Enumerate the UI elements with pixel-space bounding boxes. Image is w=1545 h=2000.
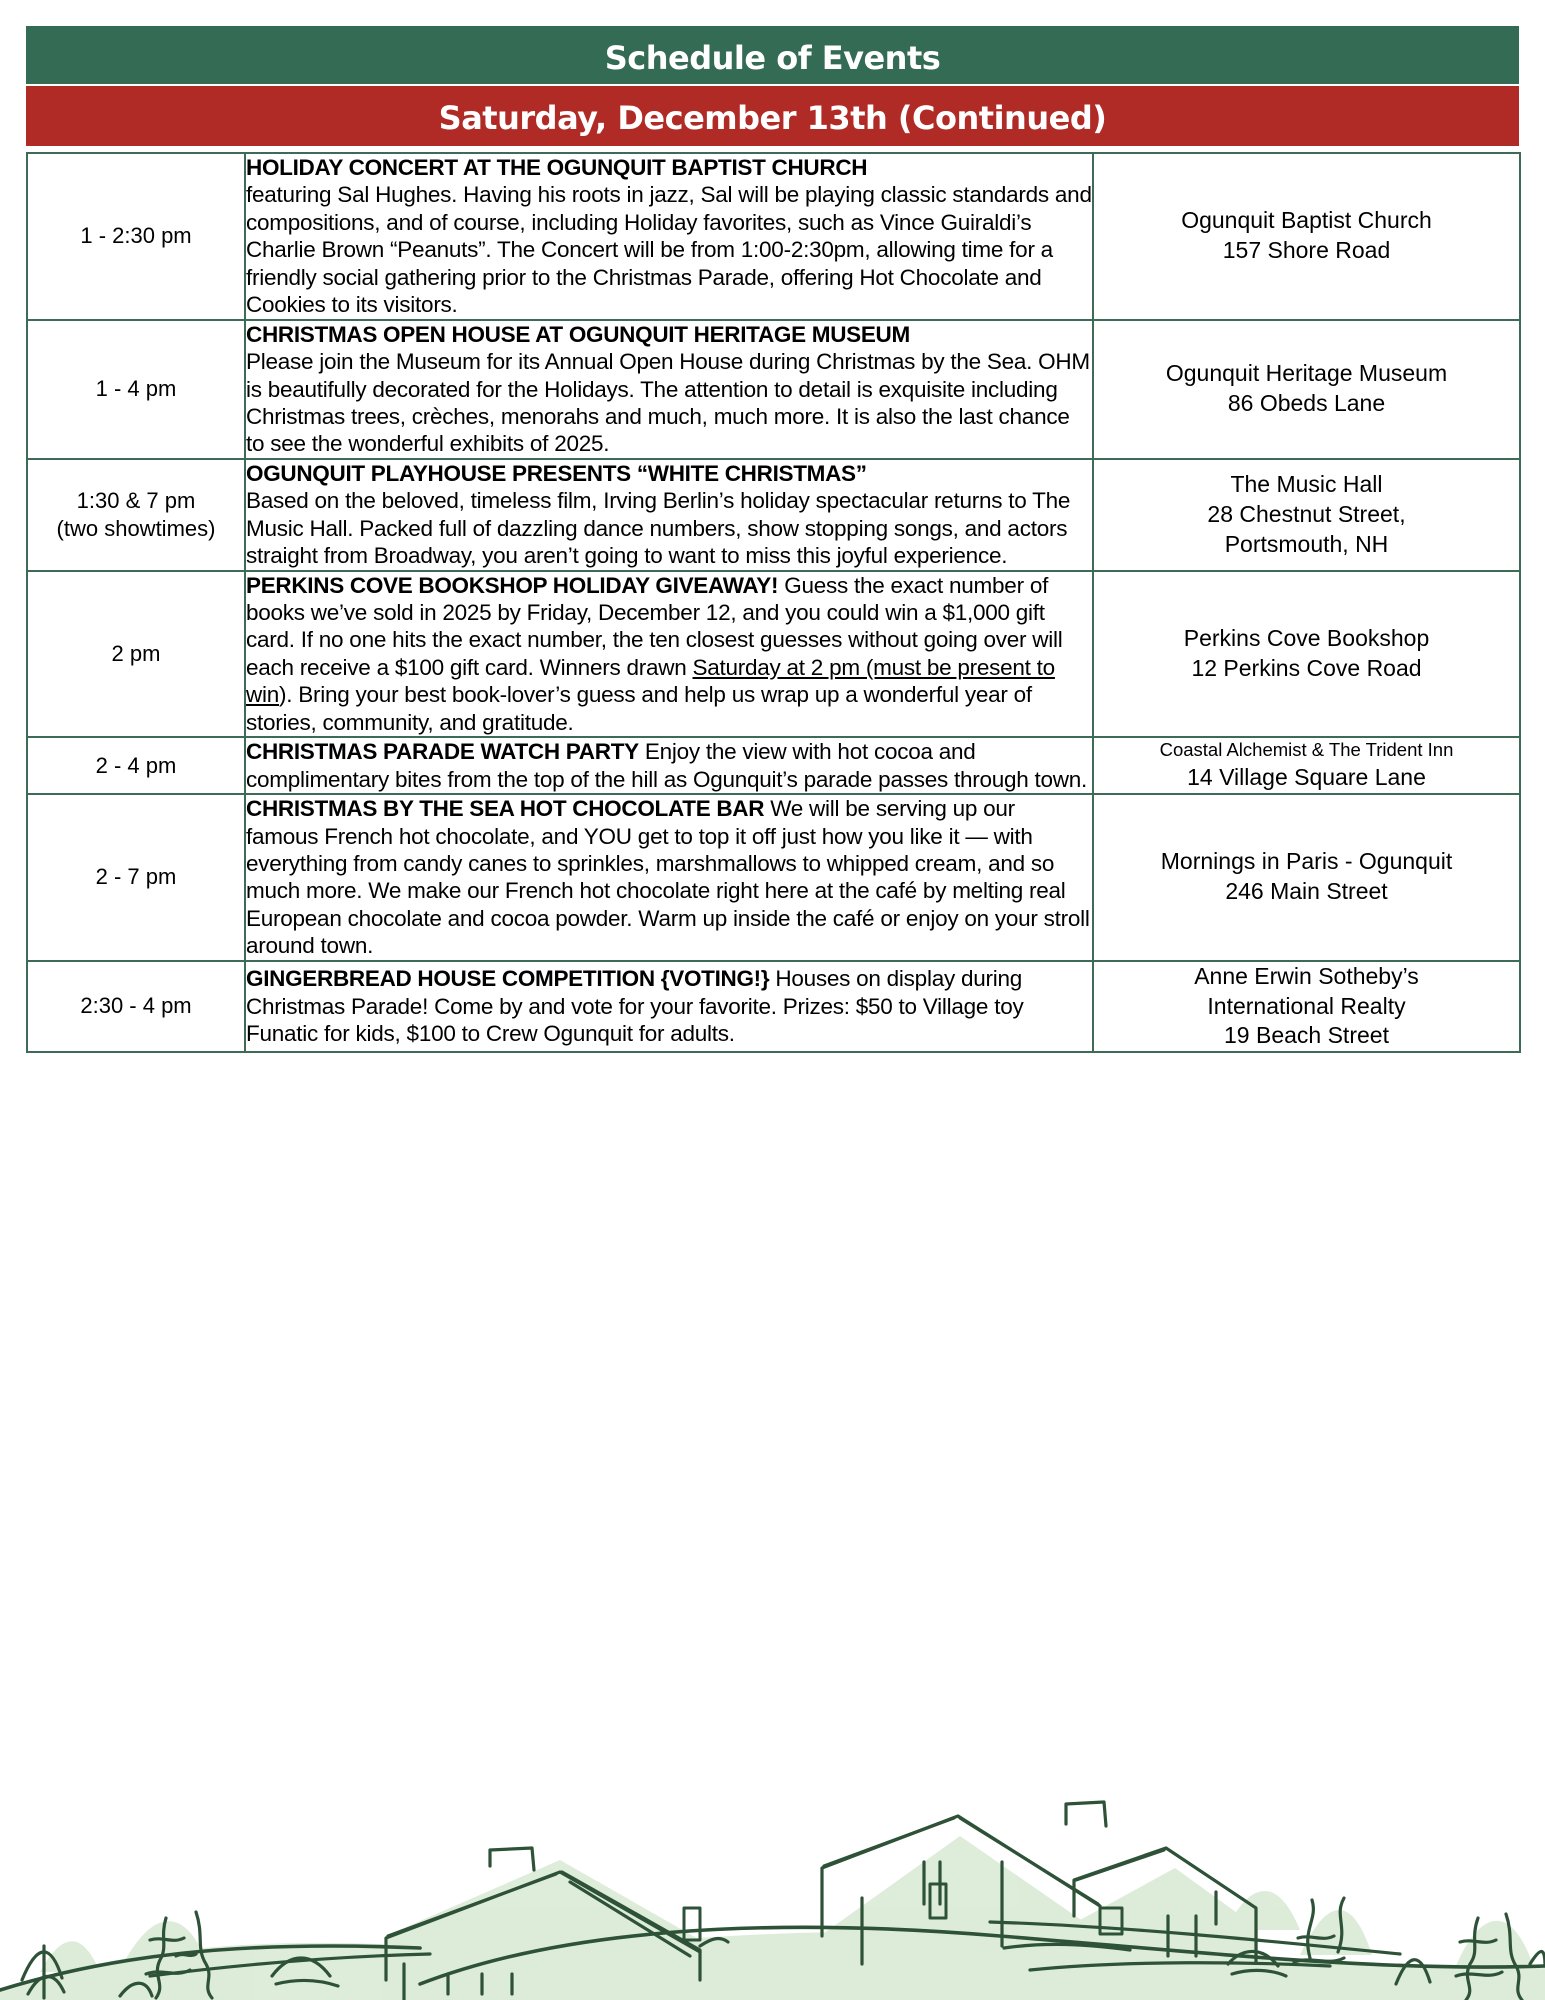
event-location-line: Ogunquit Heritage Museum bbox=[1165, 360, 1448, 387]
event-description bbox=[245, 571, 1093, 738]
event-location-line: 86 Obeds Lane bbox=[1227, 390, 1386, 417]
event-location bbox=[1093, 320, 1520, 459]
event-location-line: The Music Hall bbox=[1230, 470, 1383, 497]
event-description bbox=[245, 794, 1093, 961]
event-location-line: Perkins Cove Bookshop bbox=[1183, 624, 1430, 651]
event-description bbox=[245, 320, 1093, 459]
event-body: Please join the Museum for its Annual Open House during Christmas by the Sea. OHM is beautifully decorated for the Holidays. The attention to detail is exquisite including Christmas trees, crèches, menorahs and much, much more. It is also the last chance to see the wonderful exhibits of 2025. bbox=[246, 349, 1090, 457]
event-description bbox=[245, 737, 1093, 794]
table-row bbox=[27, 459, 1520, 571]
event-body: We will be serving up our famous French hot chocolate, and YOU get to top it off just how you like it — with everything from candy canes to sprinkles, marshmallows to whipped cream, and so much more. We make our French hot chocolate right here at the café by melting real European chocolate and cocoa powder. Warm up inside the café or enjoy on your stroll around town. bbox=[246, 796, 1090, 959]
event-location-line: International Realty bbox=[1207, 992, 1406, 1019]
table-row bbox=[27, 153, 1520, 320]
table-row bbox=[27, 961, 1520, 1053]
event-description bbox=[245, 153, 1093, 320]
event-body-pre: Guess the exact number of books we’ve sold in 2025 by Friday, December 12, and you could win a $1,000 gift card. If no one hits the exact number, the ten closest guesses without going over will each receive a $100 gift card. Winners drawn bbox=[246, 572, 1063, 680]
event-location-line: 28 Chestnut Street, bbox=[1207, 500, 1406, 527]
event-location bbox=[1093, 961, 1520, 1053]
event-location-line: Ogunquit Baptist Church bbox=[1181, 207, 1432, 234]
event-location-line: 157 Shore Road bbox=[1222, 237, 1391, 264]
event-location bbox=[1093, 571, 1520, 738]
event-title: CHRISTMAS PARADE WATCH PARTY bbox=[246, 739, 639, 765]
event-body-underlined: Saturday at 2 pm (must be present to win bbox=[246, 654, 1055, 708]
event-location-line: Coastal Alchemist & The Trident Inn bbox=[1159, 739, 1454, 761]
event-location-line: 19 Beach Street bbox=[1224, 1022, 1389, 1049]
event-location-line: Portsmouth, NH bbox=[1224, 530, 1389, 557]
event-location-line: 12 Perkins Cove Road bbox=[1191, 654, 1422, 681]
table-row bbox=[27, 794, 1520, 961]
table-row bbox=[27, 571, 1520, 738]
event-time: 1 - 2:30 pm bbox=[27, 153, 245, 320]
event-body: Houses on display during Christmas Parade! Come by and vote for your favorite. Prizes: $50 to Village toy Funatic for kids, $100 to Crew Ogunquit for adults. bbox=[246, 966, 1024, 1047]
event-location-line: Mornings in Paris - Ogunquit bbox=[1160, 848, 1453, 875]
event-time: 2 - 4 pm bbox=[27, 737, 245, 794]
day-subtitle: Saturday, December 13th (Continued) bbox=[26, 84, 1519, 146]
event-title: OGUNQUIT PLAYHOUSE PRESENTS “WHITE CHRISTMAS” bbox=[246, 460, 867, 486]
event-title: GINGERBREAD HOUSE COMPETITION {VOTING!} bbox=[246, 966, 770, 992]
event-title: PERKINS COVE BOOKSHOP HOLIDAY GIVEAWAY! bbox=[246, 572, 779, 598]
event-description bbox=[245, 459, 1093, 571]
event-title: HOLIDAY CONCERT AT THE OGUNQUIT BAPTIST CHURCH bbox=[246, 155, 868, 180]
event-location-line: Anne Erwin Sotheby’s bbox=[1194, 962, 1419, 989]
event-time: 1:30 & 7 pm (two showtimes) bbox=[27, 459, 245, 571]
event-location bbox=[1093, 737, 1520, 794]
event-body: Based on the beloved, timeless film, Irving Berlin’s holiday spectacular returns to The Music Hall. Packed full of dazzling dance numbers, show stopping songs, and actors straight from Broadway, you aren’t going to want to miss this joyful experience. bbox=[246, 488, 1071, 569]
schedule-table bbox=[26, 152, 1521, 1053]
table-row bbox=[27, 320, 1520, 459]
event-time: 2 pm bbox=[27, 571, 245, 738]
event-time: 1 - 4 pm bbox=[27, 320, 245, 459]
event-title: CHRISTMAS BY THE SEA HOT CHOCOLATE BAR bbox=[246, 796, 765, 822]
event-location bbox=[1093, 459, 1520, 571]
event-body: featuring Sal Hughes. Having his roots in jazz, Sal will be playing classic standards and compositions, and of course, including Holiday favorites, such as Vince Guiraldi’s Charlie Brown “Peanuts”. The Concert will be from 1:00-2:30pm, allowing time for a friendly social gathering prior to the Christmas Parade, offering Hot Chocolate and Cookies to its visitors. bbox=[246, 182, 1092, 318]
event-location bbox=[1093, 794, 1520, 961]
event-body: Enjoy the view with hot cocoa and complimentary bites from the top of the hill as Ogunquit’s parade passes through town. bbox=[246, 739, 1088, 792]
event-location-line: 246 Main Street bbox=[1225, 878, 1388, 905]
event-location-line: 14 Village Square Lane bbox=[1187, 764, 1426, 791]
table-row bbox=[27, 737, 1520, 794]
event-title: CHRISTMAS OPEN HOUSE AT OGUNQUIT HERITAGE MUSEUM bbox=[246, 321, 910, 347]
event-location bbox=[1093, 153, 1520, 320]
event-time: 2 - 7 pm bbox=[27, 794, 245, 961]
page-title: Schedule of Events bbox=[26, 26, 1519, 84]
snowy-village-scene-illustration bbox=[0, 1740, 1545, 2000]
event-description bbox=[245, 961, 1093, 1053]
event-body-post: ). Bring your best book-lover’s guess and help us wrap up a wonderful year of stories, community, and gratitude. bbox=[246, 682, 1032, 735]
event-time: 2:30 - 4 pm bbox=[27, 961, 245, 1053]
